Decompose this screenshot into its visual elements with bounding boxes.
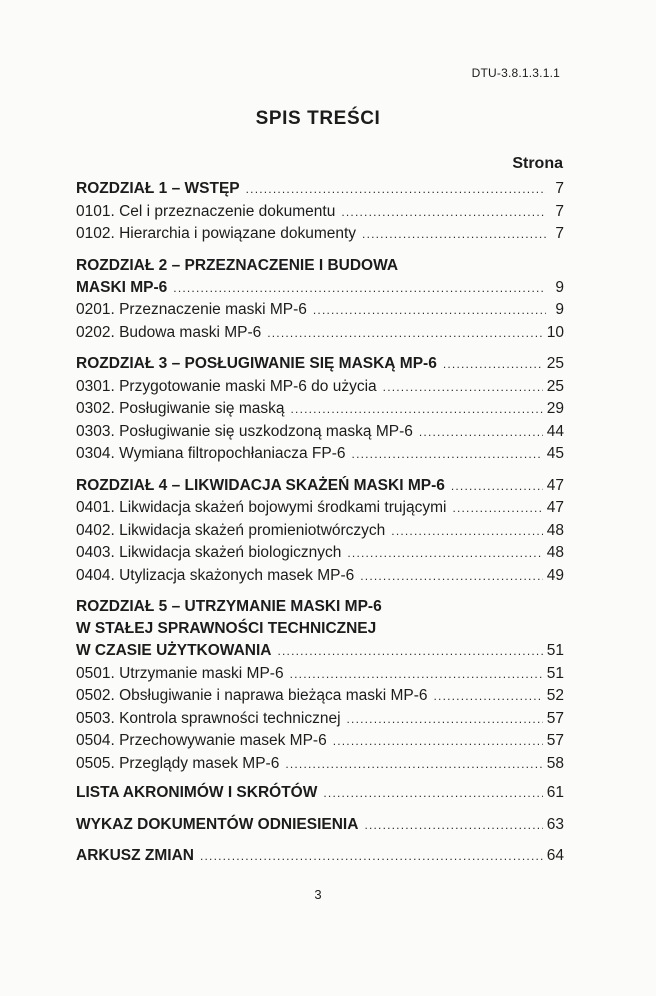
page-ref: 64 — [546, 847, 564, 864]
dot-leader — [362, 223, 546, 246]
table-of-contents — [76, 178, 564, 877]
document-id: DTU-3.8.1.3.1.1 — [471, 66, 560, 80]
chapter-title: ROZDZIAŁ 1 – WSTĘP — [76, 180, 240, 197]
entry-title: 0504. Przechowywanie masek MP-6 — [76, 732, 327, 749]
toc-chapter-heading[interactable] — [76, 475, 564, 498]
page-ref: 51 — [546, 664, 564, 682]
toc-entry[interactable] — [76, 398, 564, 421]
toc-entry[interactable] — [76, 201, 564, 224]
entry-title: 0404. Utylizacja skażonych masek MP-6 — [76, 566, 355, 584]
dot-leader — [246, 178, 546, 201]
dot-leader — [290, 663, 543, 686]
toc-chapter-heading[interactable] — [76, 782, 564, 805]
dot-leader — [451, 475, 543, 498]
chapter-title: ARKUSZ ZMIAN — [76, 847, 194, 864]
dot-leader — [277, 640, 542, 663]
toc-entry[interactable] — [76, 685, 564, 708]
dot-leader — [347, 542, 542, 565]
dot-leader — [434, 685, 543, 708]
page-column-label: Strona — [512, 155, 563, 172]
page-ref: 25 — [546, 355, 564, 372]
entry-title: 0401. Likwidacja skażeń bojowymi środkami trującymi — [76, 499, 447, 516]
dot-leader — [323, 782, 542, 805]
toc-chapter-heading[interactable] — [76, 353, 564, 376]
toc-chapter-4 — [76, 475, 564, 588]
page-ref: 7 — [555, 202, 564, 220]
toc-chapter-heading[interactable] — [76, 277, 564, 300]
toc-entry[interactable] — [76, 299, 564, 322]
chapter-title-line: ROZDZIAŁ 2 – PRZEZNACZENIE I BUDOWA — [76, 256, 399, 274]
toc-chapter-heading[interactable] — [76, 845, 564, 868]
entry-title: 0201. Przeznaczenie maski MP-6 — [76, 301, 307, 318]
page-ref: 63 — [546, 815, 564, 833]
page-ref: 48 — [546, 521, 564, 539]
toc-changes — [76, 845, 564, 868]
entry-title: 0402. Likwidacja skażeń promieniotwórczych — [76, 521, 386, 539]
entry-title: 0502. Obsługiwanie i naprawa bieżąca maski MP-6 — [76, 687, 428, 704]
toc-entry[interactable] — [76, 322, 564, 345]
dot-leader — [333, 730, 543, 753]
toc-chapter-2 — [76, 255, 564, 345]
entry-title: 0302. Posługiwanie się maską — [76, 400, 285, 417]
chapter-title: LISTA AKRONIMÓW I SKRÓTÓW — [76, 784, 318, 801]
dot-leader — [452, 497, 542, 520]
toc-entry[interactable] — [76, 663, 564, 686]
page-ref: 51 — [546, 642, 564, 659]
page-ref: 58 — [546, 754, 564, 772]
entry-title: 0101. Cel i przeznaczenie dokumentu — [76, 202, 336, 220]
toc-entry[interactable] — [76, 497, 564, 520]
page-title: SPIS TREŚCI — [255, 108, 381, 129]
dot-leader — [313, 299, 546, 322]
toc-entry[interactable] — [76, 421, 564, 444]
page-ref: 7 — [555, 180, 564, 197]
page-ref: 52 — [546, 687, 564, 704]
dot-leader — [352, 443, 543, 466]
entry-title: 0503. Kontrola sprawności technicznej — [76, 709, 341, 727]
entry-title: 0505. Przeglądy masek MP-6 — [76, 754, 280, 772]
dot-leader — [347, 708, 543, 731]
entry-title: 0301. Przygotowanie maski MP-6 do użycia — [76, 377, 377, 395]
dot-leader — [360, 565, 542, 588]
dot-leader — [383, 376, 543, 399]
toc-chapter-3 — [76, 353, 564, 466]
toc-chapter-heading[interactable] — [76, 640, 564, 663]
page-ref: 29 — [546, 400, 564, 417]
page-ref: 61 — [546, 784, 564, 801]
toc-chapter-1 — [76, 178, 564, 246]
chapter-title: WYKAZ DOKUMENTÓW ODNIESIENIA — [76, 815, 359, 833]
dot-leader — [443, 353, 543, 376]
page-ref: 9 — [555, 301, 564, 318]
chapter-title-line: W STAŁEJ SPRAWNOŚCI TECHNICZNEJ — [76, 620, 377, 637]
dot-leader — [391, 520, 542, 543]
page-ref: 47 — [546, 476, 564, 494]
page-ref: 9 — [555, 278, 564, 296]
page-ref: 49 — [546, 566, 564, 584]
page-ref: 7 — [555, 225, 564, 242]
toc-entry[interactable] — [76, 520, 564, 543]
entry-title: 0202. Budowa maski MP-6 — [76, 323, 262, 341]
toc-entry[interactable] — [76, 443, 564, 466]
chapter-title: MASKI MP-6 — [76, 278, 168, 296]
dot-leader — [200, 845, 543, 868]
toc-entry[interactable] — [76, 376, 564, 399]
toc-entry[interactable] — [76, 565, 564, 588]
chapter-title: ROZDZIAŁ 4 – LIKWIDACJA SKAŻEŃ MASKI MP-6 — [76, 476, 445, 494]
entry-title: 0303. Posługiwanie się uszkodzoną maską MP-6 — [76, 422, 413, 440]
page-ref: 48 — [546, 544, 564, 561]
page-number: 3 — [314, 887, 322, 902]
entry-title: 0304. Wymiana filtropochłaniacza FP-6 — [76, 445, 346, 462]
page-ref: 10 — [546, 323, 564, 341]
toc-entry[interactable] — [76, 753, 564, 776]
entry-title: 0403. Likwidacja skażeń biologicznych — [76, 544, 342, 561]
dot-leader — [291, 398, 543, 421]
page-ref: 57 — [546, 732, 564, 749]
page-ref: 25 — [546, 377, 564, 395]
toc-entry[interactable] — [76, 223, 564, 246]
chapter-title: ROZDZIAŁ 3 – POSŁUGIWANIE SIĘ MASKĄ MP-6 — [76, 355, 437, 372]
dot-leader — [419, 421, 543, 444]
dot-leader — [285, 753, 542, 776]
toc-acronyms — [76, 782, 564, 805]
chapter-title: W CZASIE UŻYTKOWANIA — [76, 642, 272, 659]
toc-chapter-heading[interactable] — [76, 814, 564, 837]
entry-title: 0501. Utrzymanie maski MP-6 — [76, 664, 284, 682]
dot-leader — [267, 322, 543, 345]
toc-entry[interactable] — [76, 730, 564, 753]
toc-chapter-5 — [76, 596, 564, 775]
page-ref: 45 — [546, 445, 564, 462]
dot-leader — [364, 814, 542, 837]
toc-entry[interactable] — [76, 542, 564, 565]
toc-chapter-heading[interactable] — [76, 178, 564, 201]
toc-references — [76, 814, 564, 837]
entry-title: 0102. Hierarchia i powiązane dokumenty — [76, 225, 357, 242]
dot-leader — [173, 277, 546, 300]
page-ref: 47 — [546, 499, 564, 516]
page-ref: 44 — [546, 422, 564, 440]
chapter-title-line: ROZDZIAŁ 5 – UTRZYMANIE MASKI MP-6 — [76, 598, 382, 615]
toc-entry[interactable] — [76, 708, 564, 731]
page-ref: 57 — [546, 709, 564, 727]
dot-leader — [341, 201, 546, 224]
